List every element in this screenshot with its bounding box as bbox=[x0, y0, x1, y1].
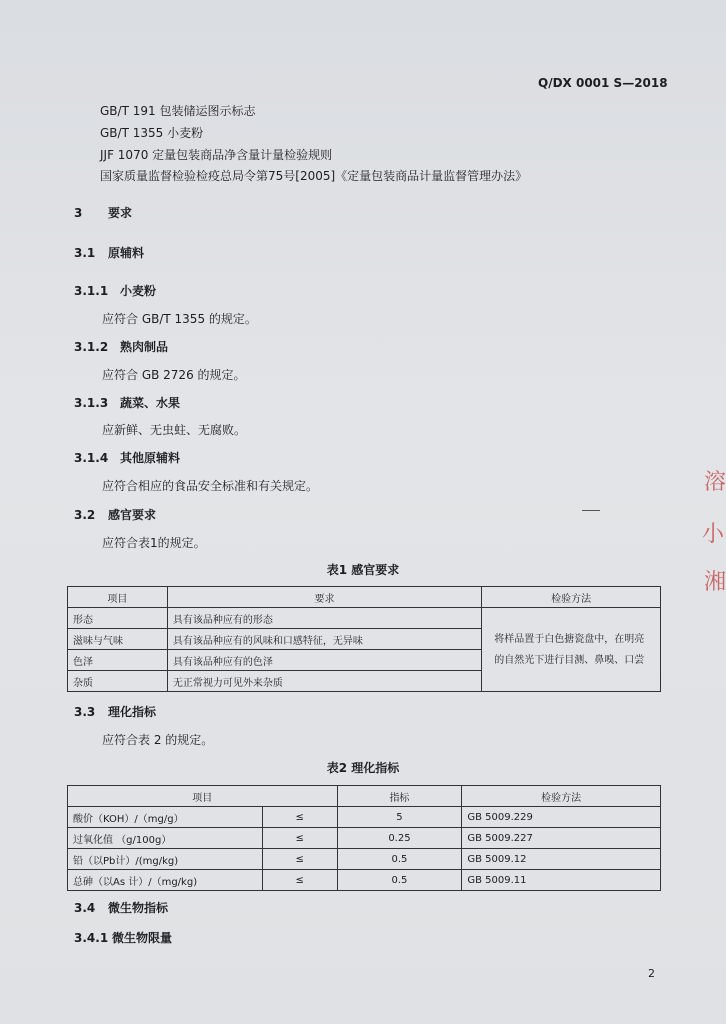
table-cell: GB 5009.227 bbox=[462, 828, 661, 849]
table1-caption: 表1 感官要求 bbox=[326, 563, 400, 577]
document-code: Q/DX 0001 S—2018 bbox=[538, 76, 668, 90]
section-heading-3-1-3: 3.1.3 蔬菜、水果 bbox=[74, 396, 181, 410]
table-row bbox=[68, 849, 661, 870]
column-header: 项目 bbox=[68, 587, 168, 608]
table-cell: 0.5 bbox=[337, 870, 462, 891]
section-heading-3: 3 要求 bbox=[74, 206, 133, 220]
section-text: 应符合相应的食品安全标准和有关规定。 bbox=[102, 479, 319, 493]
section-text: 应符合 GB/T 1355 的规定。 bbox=[102, 312, 257, 326]
table-cell: 过氧化值 （g/100g） bbox=[68, 828, 263, 849]
table-cell: ≤ bbox=[262, 828, 337, 849]
reference-line: GB/T 1355 小麦粉 bbox=[100, 126, 204, 140]
table-cell: 杂质 bbox=[68, 671, 168, 692]
section-heading-3-1-2: 3.1.2 熟肉制品 bbox=[74, 340, 169, 354]
inspection-method-cell: 将样品置于白色搪瓷盘中，在明亮的自然光下进行目测、鼻嗅、口尝 bbox=[482, 608, 661, 692]
table-cell: GB 5009.229 bbox=[462, 807, 661, 828]
section-heading-3-2: 3.2 感官要求 bbox=[74, 508, 157, 522]
reference-line: JJF 1070 定量包装商品净含量计量检验规则 bbox=[100, 148, 333, 162]
section-text: 应符合表 2 的规定。 bbox=[102, 733, 214, 747]
table2-caption: 表2 理化指标 bbox=[326, 761, 400, 775]
table-cell: 色泽 bbox=[68, 650, 168, 671]
table-cell: 无正常视力可见外来杂质 bbox=[167, 671, 481, 692]
table-cell: GB 5009.11 bbox=[462, 870, 661, 891]
section-text: 应符合 GB 2726 的规定。 bbox=[102, 368, 246, 382]
section-heading-3-4-1: 3.4.1 微生物限量 bbox=[74, 931, 173, 945]
red-seal-stamp: 溶 小 湘 bbox=[702, 470, 726, 595]
column-header: 项目 bbox=[68, 786, 338, 807]
table-cell: ≤ bbox=[262, 807, 337, 828]
reference-line: 国家质量监督检验检疫总局令第75号[2005]《定量包装商品计量监督管理办法》 bbox=[100, 169, 528, 183]
section-text: 应新鲜、无虫蛀、无腐败。 bbox=[102, 423, 247, 437]
section-heading-3-1: 3.1 原辅料 bbox=[74, 246, 145, 260]
table-cell: 形态 bbox=[68, 608, 168, 629]
table-header-row bbox=[68, 587, 661, 608]
table-cell: 总砷（以As 计）/（mg/kg) bbox=[68, 870, 263, 891]
column-header: 指标 bbox=[337, 786, 462, 807]
section-text: 应符合表1的规定。 bbox=[102, 536, 206, 550]
table-cell: 具有该品种应有的形态 bbox=[167, 608, 481, 629]
section-heading-3-1-1: 3.1.1 小麦粉 bbox=[74, 284, 157, 298]
page-number: 2 bbox=[648, 967, 655, 980]
section-heading-3-3: 3.3 理化指标 bbox=[74, 705, 157, 719]
table-cell: ≤ bbox=[262, 870, 337, 891]
table-cell: 0.5 bbox=[337, 849, 462, 870]
table-cell: 5 bbox=[337, 807, 462, 828]
sensory-requirements-table bbox=[67, 586, 661, 692]
table-cell: ≤ bbox=[262, 849, 337, 870]
reference-line: GB/T 191 包装储运图示标志 bbox=[100, 104, 256, 118]
table-row bbox=[68, 807, 661, 828]
table-header-row bbox=[68, 786, 661, 807]
column-header: 检验方法 bbox=[482, 587, 661, 608]
column-header: 要求 bbox=[167, 587, 481, 608]
table-cell: 具有该品种应有的色泽 bbox=[167, 650, 481, 671]
table-cell: 0.25 bbox=[337, 828, 462, 849]
table-row bbox=[68, 870, 661, 891]
table-row bbox=[68, 828, 661, 849]
table-cell: GB 5009.12 bbox=[462, 849, 661, 870]
section-heading-3-4: 3.4 微生物指标 bbox=[74, 901, 169, 915]
physicochemical-indicators-table bbox=[67, 785, 661, 891]
table-cell: 滋味与气味 bbox=[68, 629, 168, 650]
section-heading-3-1-4: 3.1.4 其他原辅料 bbox=[74, 451, 181, 465]
column-header: 检验方法 bbox=[462, 786, 661, 807]
table-cell: 酸价（KOH）/（mg/g） bbox=[68, 807, 263, 828]
table-row bbox=[68, 608, 661, 629]
pen-mark bbox=[582, 510, 600, 511]
table-cell: 具有该品种应有的风味和口感特征，无异味 bbox=[167, 629, 481, 650]
table-cell: 铅（以Pb计）/(mg/kg) bbox=[68, 849, 263, 870]
